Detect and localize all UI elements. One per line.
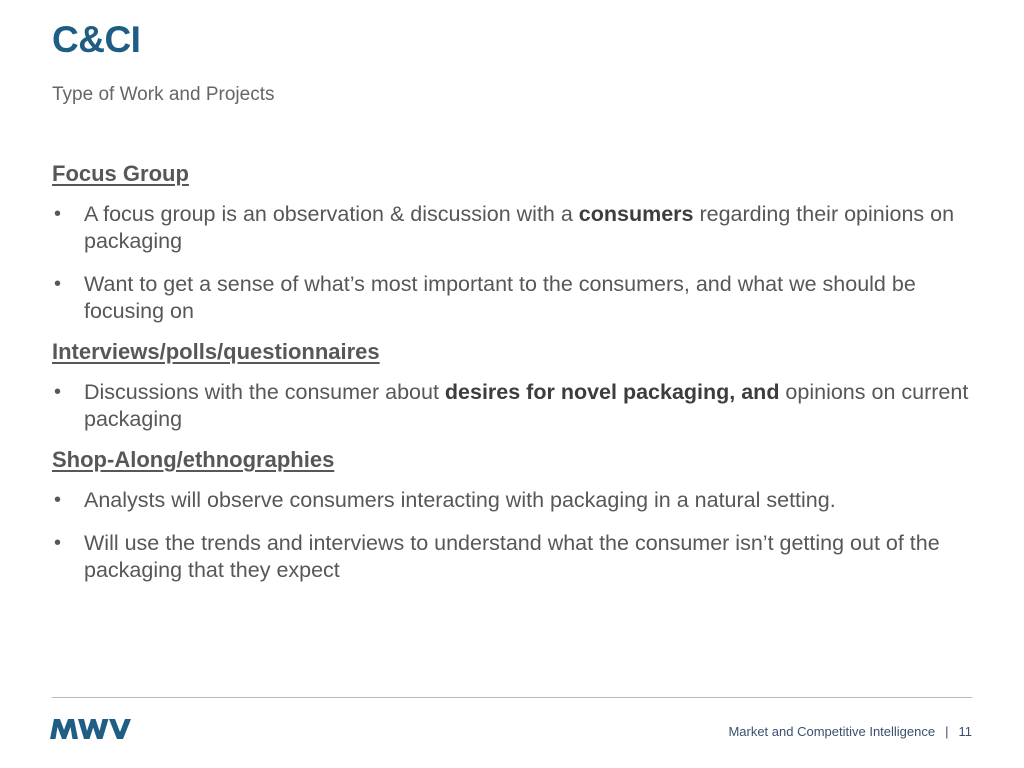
bullet-item bbox=[52, 271, 972, 325]
bullet-icon: • bbox=[54, 532, 62, 554]
bullet-emphasis: desires for novel packaging, and bbox=[444, 380, 780, 404]
bullet-text: Want to get a sense of what’s most important to the consumers, and what we should be focusing on bbox=[84, 272, 916, 323]
section-shop-along bbox=[52, 446, 972, 584]
bullet-item bbox=[52, 530, 972, 584]
bullet-text: A focus group is an observation & discussion with a bbox=[84, 202, 579, 226]
bullet-icon: • bbox=[54, 203, 62, 225]
bullet-emphasis: consumers bbox=[578, 202, 694, 226]
bullet-item bbox=[52, 201, 972, 255]
bullet-icon: • bbox=[54, 273, 62, 295]
section-heading: Focus Group bbox=[52, 161, 189, 186]
section-heading: Interviews/polls/questionnaires bbox=[52, 339, 380, 364]
section-interviews bbox=[52, 338, 972, 433]
footer-divider bbox=[52, 697, 972, 698]
bullet-icon: • bbox=[54, 381, 62, 403]
bullet-list bbox=[52, 487, 972, 584]
bullet-item bbox=[52, 487, 972, 514]
bullet-text-after: regarding their opinions on packaging bbox=[84, 202, 955, 253]
footer bbox=[728, 724, 972, 740]
bullet-item bbox=[52, 379, 972, 433]
section-heading: Shop-Along/ethnographies bbox=[52, 447, 335, 472]
bullet-text: Discussions with the consumer about bbox=[84, 380, 445, 404]
footer-separator: | bbox=[945, 724, 949, 739]
bullet-text: Will use the trends and interviews to understand what the consumer isn’t getting out of the packaging that they expect bbox=[84, 531, 940, 582]
page-number: 11 bbox=[958, 724, 972, 739]
slide-subtitle: Type of Work and Projects bbox=[52, 84, 275, 105]
bullet-text: Analysts will observe consumers interacting with packaging in a natural setting. bbox=[84, 488, 836, 512]
section-focus-group bbox=[52, 160, 972, 325]
mwv-logo bbox=[50, 718, 134, 740]
bullet-list bbox=[52, 379, 972, 433]
bullet-icon: • bbox=[54, 489, 62, 511]
bullet-list bbox=[52, 201, 972, 325]
bullet-text-after: opinions on current packaging bbox=[84, 380, 969, 431]
slide-title: C&CI bbox=[52, 19, 141, 60]
footer-label: Market and Competitive Intelligence bbox=[728, 724, 936, 739]
slide-body bbox=[52, 160, 972, 597]
